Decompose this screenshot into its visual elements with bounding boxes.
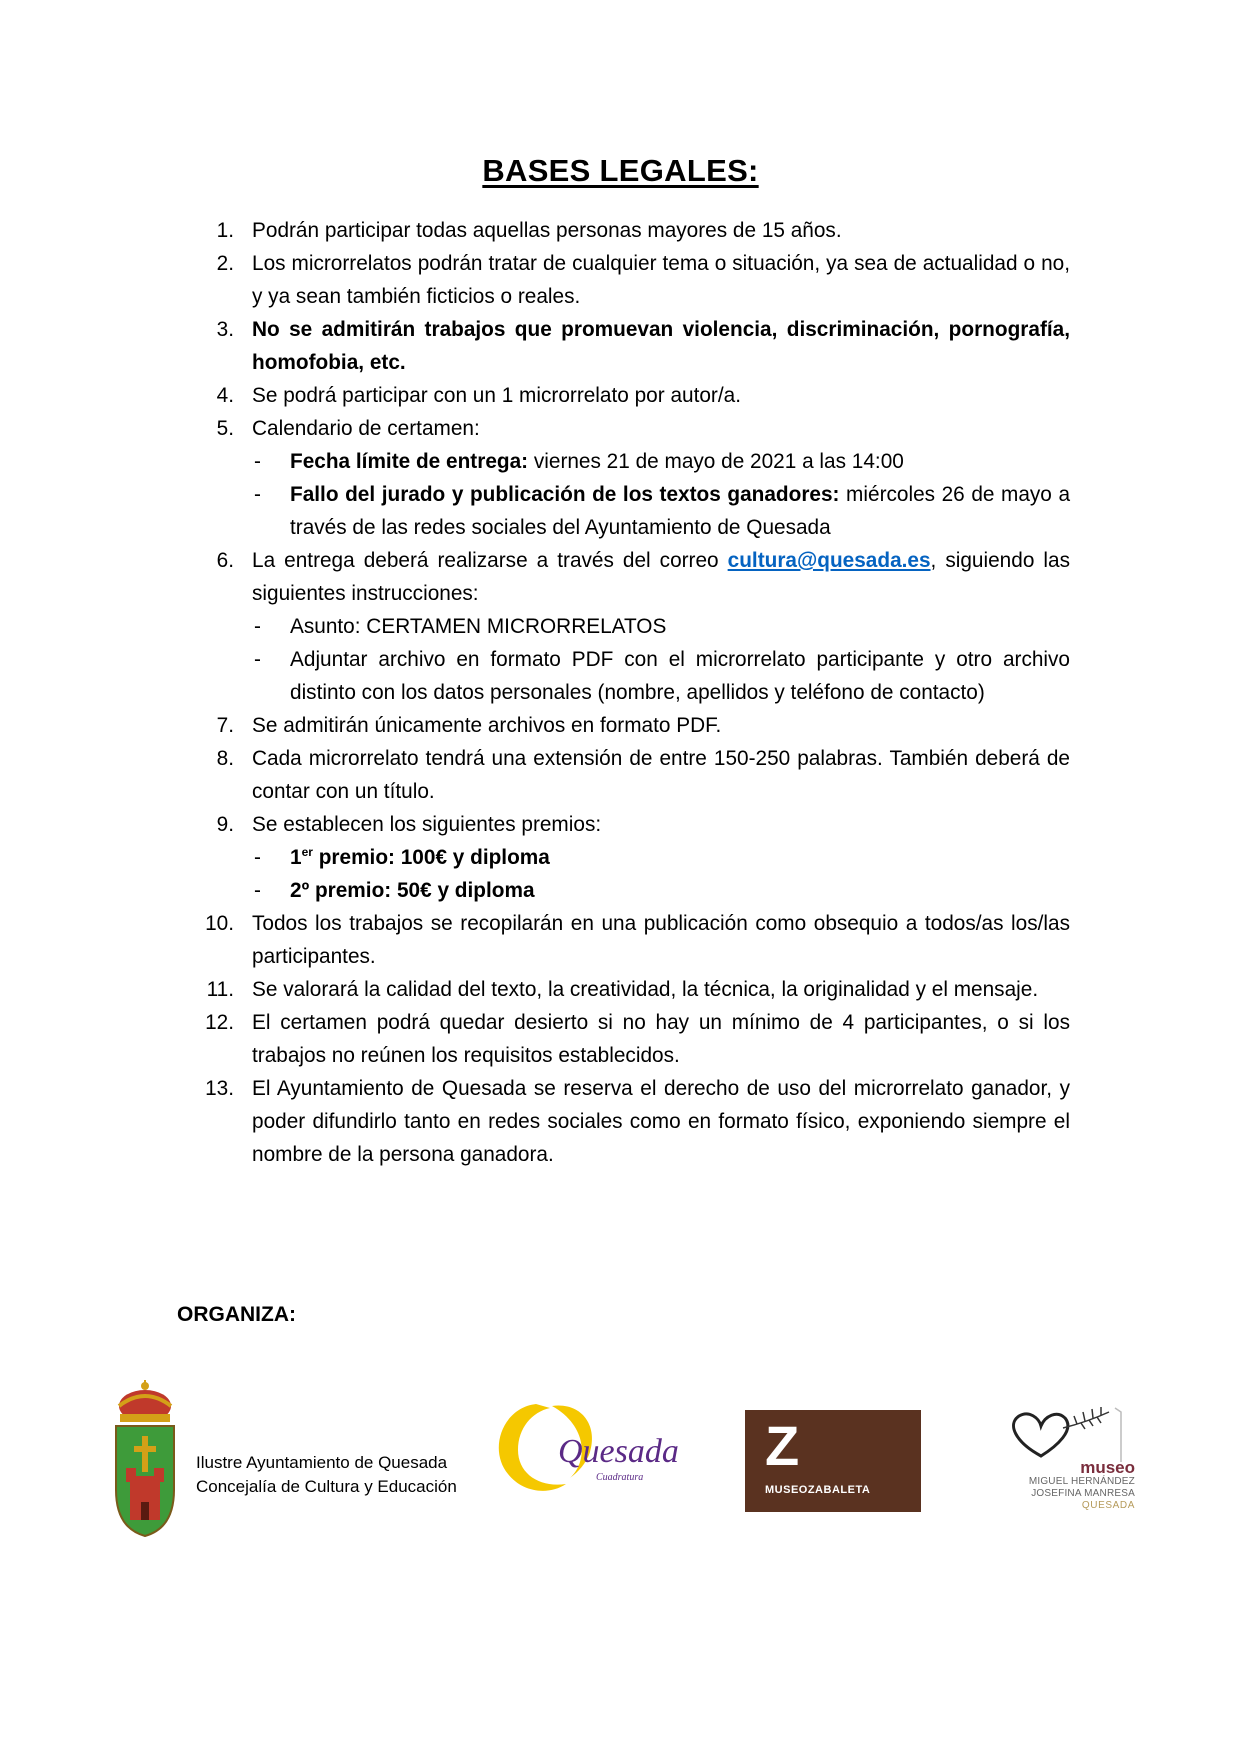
rule-item [214, 379, 1070, 412]
rule-number: 9. [216, 813, 234, 836]
quesada-tagline: Cuadratura [596, 1472, 644, 1483]
rule-item [214, 709, 1070, 742]
rule-number: 7. [216, 714, 234, 737]
calendar-deadline [252, 445, 1070, 478]
ayuntamiento-coat-of-arms-icon [112, 1380, 178, 1540]
rule-item [205, 907, 1070, 973]
rule-text: Cada microrrelato tendrá una extensión de entre 150-250 palabras. También deberá de contar con un título. [252, 747, 1070, 803]
quesada-logo [492, 1398, 679, 1500]
rule-number: 6. [216, 549, 234, 572]
deadline-text: viernes 21 de mayo de 2021 a las 14:00 [528, 450, 904, 473]
rule-number: 3. [216, 318, 234, 341]
instruction-attach [252, 643, 1070, 709]
zabaleta-letter: Z [765, 1414, 800, 1477]
rule-number: 12. [205, 1011, 234, 1034]
dash-bullet: - [254, 846, 261, 869]
ayuntamiento-caption [196, 1451, 457, 1499]
dash-bullet: - [254, 615, 261, 638]
dash-bullet: - [254, 648, 261, 671]
dash-bullet: - [254, 450, 261, 473]
prizes-sublist [252, 841, 1070, 907]
rule-item [214, 808, 1070, 907]
rule-number: 5. [216, 417, 234, 440]
rule-text: Se podrá participar con un 1 microrrelato por autor/a. [252, 384, 741, 407]
ayuntamiento-name: Ilustre Ayuntamiento de Quesada [196, 1453, 448, 1472]
calendar-sublist [252, 445, 1070, 544]
prize-second-text: 2º premio: 50€ y diploma [290, 879, 535, 902]
rule-text: Los microrrelatos podrán tratar de cualquier tema o situación, ya sea de actualidad o no, y ya sean también ficticios o reales. [252, 252, 1070, 308]
prize-first-ordinal: 1 [290, 846, 302, 869]
instruction-subject [252, 610, 1070, 643]
museo-word: museo [1080, 1458, 1135, 1477]
rule-text: Se admitirán únicamente archivos en formato PDF. [252, 714, 722, 737]
rule-number: 4. [216, 384, 234, 407]
rule-text: Podrán participar todas aquellas personas mayores de 15 años. [252, 219, 842, 242]
rule-text-bold: No se admitirán trabajos que promuevan violencia, discriminación, pornografía, homofobia, etc. [252, 318, 1070, 374]
rule-item [206, 973, 1070, 1006]
rule-number: 2. [216, 252, 234, 275]
dash-bullet: - [254, 483, 261, 506]
rule-text: El Ayuntamiento de Quesada se reserva el derecho de uso del microrrelato ganador, y poder difundirlo tanto en redes sociales como en formato físico, exponiendo siempre el nombre de la persona ganadora. [252, 1077, 1070, 1166]
rule-number: 1. [216, 219, 234, 242]
instruction-text: Asunto: CERTAMEN MICRORRELATOS [290, 615, 667, 638]
prize-first-superscript: er [301, 845, 313, 859]
rule-text: Todos los trabajos se recopilarán en una publicación como obsequio a todos/as los/las participantes. [252, 912, 1070, 968]
museo-city: QUESADA [1081, 1500, 1135, 1511]
calendar-jury [252, 478, 1070, 544]
museo-name-line2: JOSEFINA MANRESA [1031, 1488, 1135, 1499]
rule-item [214, 544, 1070, 709]
rule-text: Calendario de certamen: [252, 417, 480, 440]
prize-first-desc: premio: 100€ y diploma [312, 846, 550, 869]
rule-text: El certamen podrá quedar desierto si no hay un mínimo de 4 participantes, o si los trabajos no reúnen los requisitos establecidos. [252, 1011, 1070, 1067]
zabaleta-name: MUSEOZABALETA [765, 1484, 871, 1496]
rule-number: 11. [206, 978, 234, 1001]
email-link[interactable]: cultura@quesada.es [727, 549, 931, 572]
rule-item [214, 247, 1070, 313]
rule-item [205, 1072, 1070, 1171]
dash-bullet: - [254, 879, 261, 902]
rule-text: Se valorará la calidad del texto, la creatividad, la técnica, la originalidad y el mensaje. [252, 978, 1039, 1001]
rule-text: Se establecen los siguientes premios: [252, 813, 602, 836]
quesada-wordmark: Quesada [558, 1433, 679, 1470]
ayuntamiento-department: Concejalía de Cultura y Educación [196, 1477, 457, 1496]
museo-name-line1: MIGUEL HERNÁNDEZ [1028, 1476, 1135, 1487]
jury-text: miércoles 26 de mayo a través de las redes sociales del Ayuntamiento de Quesada [290, 483, 1071, 539]
rules-list [205, 214, 1071, 1171]
instructions-sublist [252, 610, 1070, 709]
prize-second [252, 874, 1070, 907]
museo-zabaleta-logo [745, 1410, 921, 1512]
rule-item [214, 214, 1070, 247]
rule-text: , siguiendo las siguientes instrucciones: [252, 549, 1070, 605]
rule-number: 8. [216, 747, 234, 770]
rule-number: 10. [205, 912, 234, 935]
museo-hernandez-logo [1000, 1460, 1135, 1512]
rule-item [214, 313, 1070, 379]
rule-number: 13. [205, 1077, 234, 1100]
deadline-label: Fecha límite de entrega: [290, 450, 529, 473]
page-title: BASES LEGALES: [482, 153, 759, 188]
rule-item [214, 742, 1070, 808]
museo-hernandez-heart-icon [1005, 1404, 1137, 1464]
rule-item [214, 412, 1070, 544]
rule-text: La entrega deberá realizarse a través del correo [252, 549, 728, 572]
prize-first [252, 841, 1070, 874]
prize-first-text [290, 846, 550, 869]
jury-label: Fallo del jurado y publicación de los textos ganadores: [290, 483, 840, 506]
organizer-heading: ORGANIZA: [177, 1303, 296, 1326]
rule-item [205, 1006, 1070, 1072]
instruction-text: Adjuntar archivo en formato PDF con el microrrelato participante y otro archivo distinto con los datos personales (nombre, apellidos y teléfono de contacto) [290, 648, 1070, 704]
